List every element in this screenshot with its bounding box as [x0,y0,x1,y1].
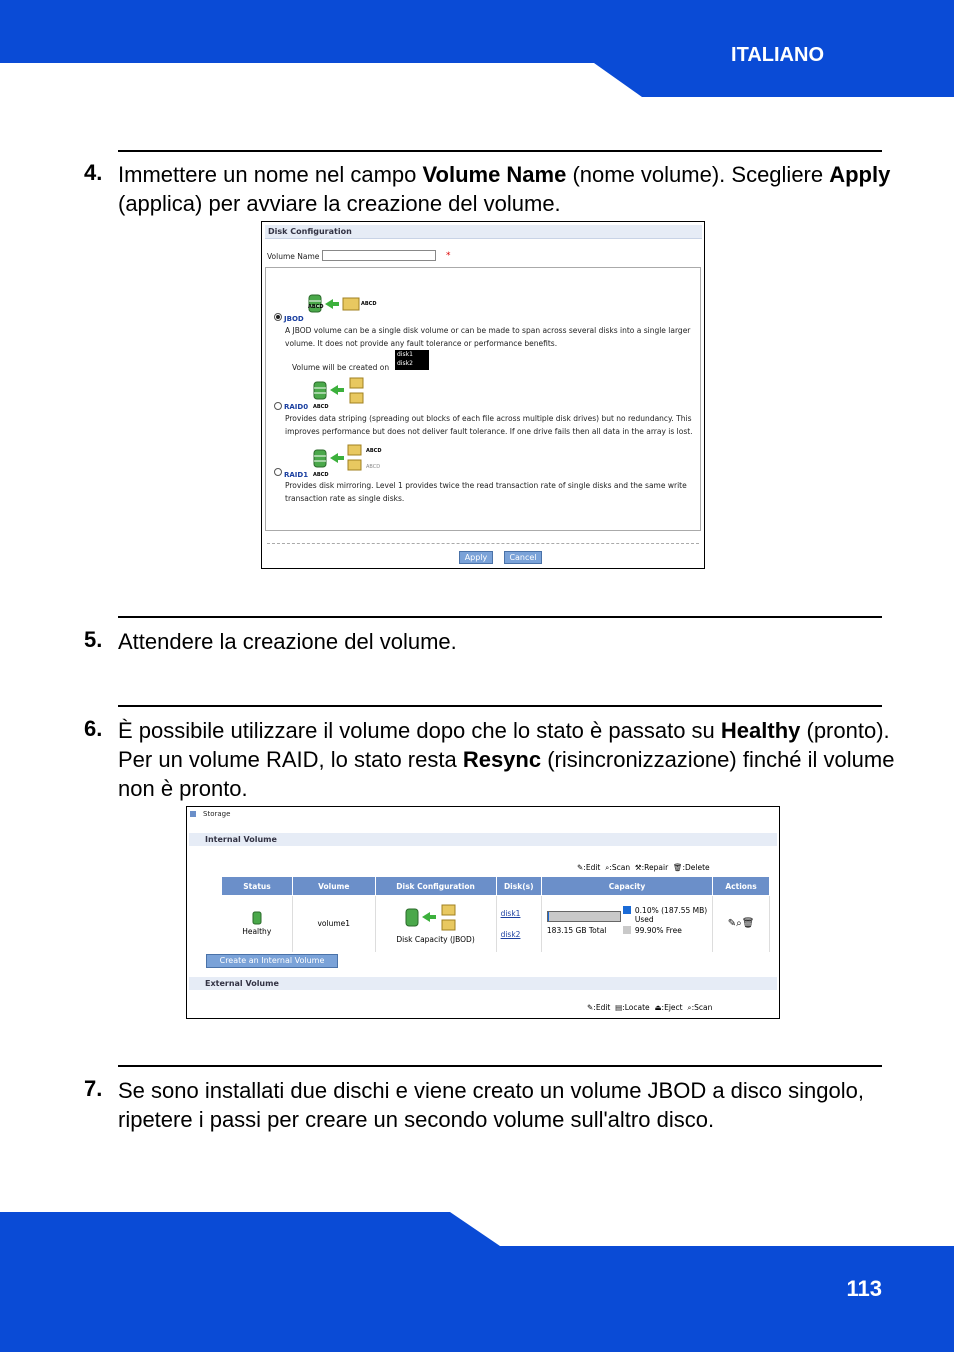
divider [118,150,882,152]
bottom-banner [0,1210,954,1352]
repair-icon[interactable]: ⚒ [634,863,642,872]
used-legend-swatch [623,906,631,914]
jbod-label: JBOD [284,315,304,323]
storage-menu-icon [190,811,196,817]
volume-table [221,876,770,952]
col-disks: Disk(s) [496,877,541,896]
col-status: Status [222,877,293,896]
raid1-diagram-icon [312,444,372,472]
col-disk-config: Disk Configuration [375,877,496,896]
step-4-text: Immettere un nome nel campo Volume Name (nome volume). Scegliere Apply (applica) per avviare la creazione del volume. [118,162,891,216]
raid1-description-line1: Provides disk mirroring. Level 1 provides twice the read transaction rate of single disks and the same write [285,481,687,490]
tool-delete[interactable]: :Delete [682,863,710,872]
step-6-text: È possibile utilizzare il volume dopo che lo stato è passato su Healthy (pronto). Per un volume RAID, lo stato resta Resync (risincronizzazione) finché il volume non è pronto. [118,718,895,801]
abcd-label: ABCD [361,301,377,307]
disk1-link[interactable]: disk1 [500,908,521,918]
status-text: Healthy [242,927,272,937]
eject-icon[interactable]: ⏏ [654,1003,662,1012]
tool-locate[interactable]: :Locate [622,1003,650,1012]
raid0-diagram-icon [312,377,372,405]
apply-button[interactable]: Apply [459,551,493,564]
volume-name: volume1 [292,896,375,952]
disk-configuration-screenshot [261,221,705,569]
disk2-link[interactable]: disk2 [500,929,521,939]
capacity-cell [541,896,712,952]
tool-edit[interactable]: :Edit [593,1003,611,1012]
raid0-description-line1: Provides data striping (spreading out blocks of each file across multiple disk drives) but no redundancy. This [285,414,692,423]
volume-name-input[interactable] [322,250,436,261]
col-volume: Volume [292,877,375,896]
abcd-label: ABCD [308,304,324,310]
capacity-total: 183.15 GB Total [546,925,607,935]
step-5-text: Attendere la creazione del volume. [118,629,457,654]
divider [118,1065,882,1067]
raid0-label: RAID0 [284,403,309,411]
step-number: 4. [84,160,103,185]
locate-icon[interactable]: ▤ [615,1003,623,1012]
storage-screenshot [186,806,780,1019]
free-legend-swatch [623,926,631,934]
divider [118,705,882,707]
edit-icon[interactable]: ✎ [727,918,737,930]
capacity-free: 99.90% Free [634,925,682,935]
step-number: 6. [84,716,103,741]
table-row [222,896,770,952]
status-cell [222,896,293,952]
disks-cell [496,896,541,952]
disk-capacity-label: Disk Capacity (JBOD) [396,935,475,945]
delete-icon[interactable]: 🗑 [741,918,755,930]
step-number: 5. [84,627,103,652]
panel-title: Disk Configuration [265,225,702,239]
create-internal-volume-button[interactable]: Create an Internal Volume [206,954,338,968]
jbod-description-line1: A JBOD volume can be a single disk volume or can be made to span across several disks into a single larger [285,326,691,335]
separator [267,543,699,544]
required-mark: * [446,251,451,261]
step-number: 7. [84,1076,103,1101]
raid0-radio[interactable] [274,402,282,410]
tool-edit[interactable]: :Edit [583,863,601,872]
edit-icon[interactable]: ✎ [577,863,584,872]
page-number: 113 [846,1276,882,1301]
tool-repair[interactable]: :Repair [641,863,669,872]
abcd-label: ABCD [366,448,382,454]
capacity-bar [547,911,621,922]
capacity-used-fill [548,912,549,921]
abcd-label: ABCD [313,404,329,410]
edit-icon[interactable]: ✎ [587,1003,594,1012]
actions-cell [713,896,770,952]
tool-scan[interactable]: :Scan [609,863,631,872]
internal-volume-title: Internal Volume [189,833,777,846]
col-capacity: Capacity [541,877,712,896]
step-7-text: Se sono installati due dischi e viene creato un volume JBOD a disco singolo, ripetere i passi per creare un secondo volume sull'altro disco. [118,1078,864,1132]
internal-toolbar [577,863,710,873]
healthy-disk-icon [252,911,262,925]
tool-scan[interactable]: :Scan [691,1003,713,1012]
scan-icon[interactable]: ⌕ [605,863,610,872]
abcd-label: ABCD [366,464,381,470]
scan-icon[interactable]: ⌕ [736,918,742,930]
tool-eject[interactable]: :Eject [661,1003,683,1012]
disk-option[interactable]: disk1 [397,351,413,358]
jbod-radio[interactable] [274,313,282,321]
divider [118,616,882,618]
external-volume-title: External Volume [189,977,777,990]
abcd-label: ABCD [313,472,329,478]
storage-title: Storage [203,810,231,818]
raid0-description-line2: improves performance but does not deliver fault tolerance. If one drive fails then all data in the array is lost. [285,427,693,436]
created-on-label: Volume will be created on [292,363,390,372]
external-toolbar [587,1003,712,1013]
cancel-button[interactable]: Cancel [504,551,542,564]
language-label: ITALIANO [731,44,824,66]
capacity-used: 0.10% (187.55 MB) Used [634,905,708,924]
delete-icon[interactable]: 🗑 [672,863,683,872]
disk-option[interactable]: disk2 [397,360,413,367]
jbod-diagram-icon [396,903,476,933]
disk-select-list[interactable] [395,350,429,370]
scan-icon[interactable]: ⌕ [687,1003,692,1012]
volume-name-label: Volume Name [267,252,320,261]
raid1-radio[interactable] [274,468,282,476]
disk-config-cell [375,896,496,952]
raid1-description-line2: transaction rate as single disks. [285,494,405,503]
jbod-description-line2: volume. It does not provide any fault tolerance or performance benefits. [285,339,558,348]
raid1-label: RAID1 [284,471,309,479]
col-actions: Actions [713,877,770,896]
